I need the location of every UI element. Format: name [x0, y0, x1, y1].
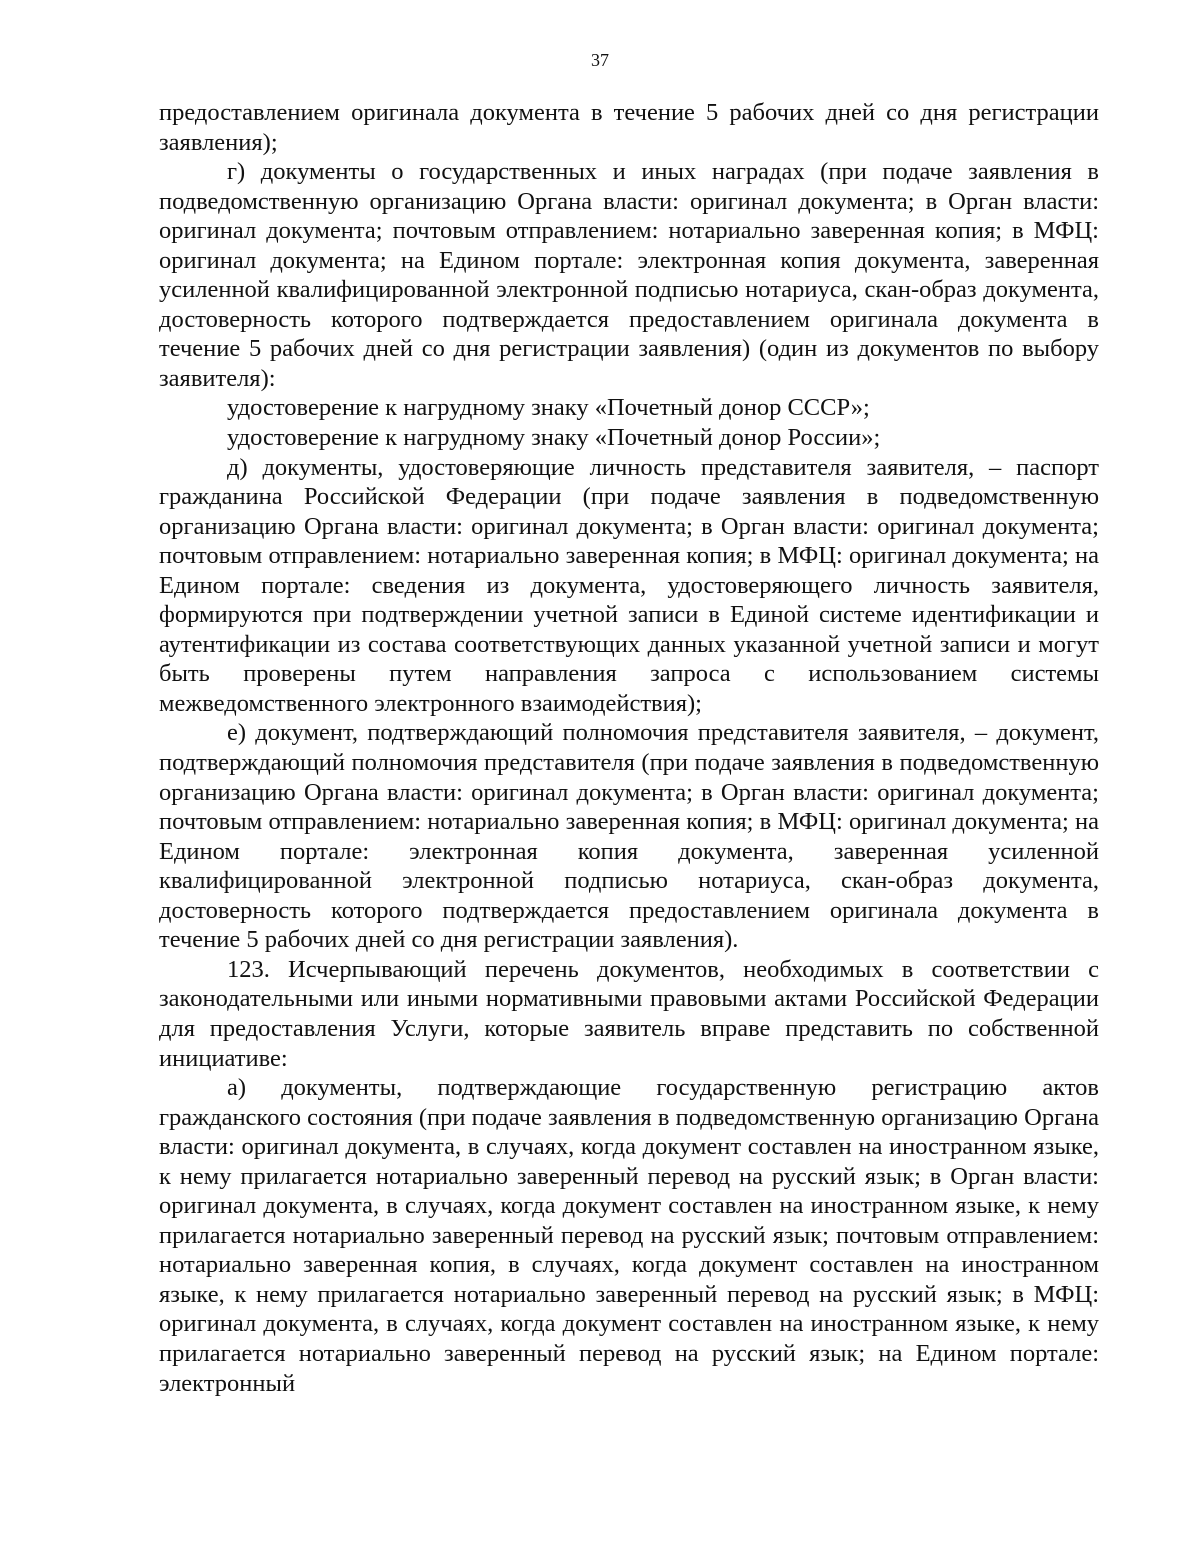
paragraph-item-a-civil-status: а) документы, подтверждающие государственную регистрацию актов гражданского состояния (при подаче заявления в подведомственную организацию Органа власти: оригинал документа, в случаях, когда документ составлен на иностранном языке, к нему прилагается нотариально заверенный перевод на русский язык; в Орган власти: оригинал документа, в случаях, когда документ составлен на иностранном языке, к нему прилагается нотариально заверенный перевод на русский язык; почтовым отправлением: нотариально заверенная копия, в случаях, когда документ составлен на иностранном языке, к нему прилагается нотариально заверенный перевод на русский язык; в МФЦ: оригинал документа, в случаях, когда документ составлен на иностранном языке, к нему прилагается нотариально заверенный перевод на русский язык; на Едином портале: электронный — [159, 1074, 1099, 1397]
paragraph-item-d-identity: д) документы, удостоверяющие личность представителя заявителя, – паспорт гражданина Российской Федерации (при подаче заявления в подведомственную организацию Органа власти: оригинал документа; в Орган власти: оригинал документа; почтовым отправлением: нотариально заверенная копия; в МФЦ: оригинал документа; на Едином портале: сведения из документа, удостоверяющего личность заявителя, формируются при подтверждении учетной записи в Единой системе идентификации и аутентификации из состава соответствующих данных указанной учетной записи и могут быть проверены путем направления запроса с использованием системы межведомственного электронного взаимодействия); — [159, 453, 1099, 717]
paragraph-item-e-authority: е) документ, подтверждающий полномочия представителя заявителя, – документ, подтверждающий полномочия представителя (при подаче заявления в подведомственную организацию Органа власти: оригинал документа; в Орган власти: оригинал документа; почтовым отправлением: нотариально заверенная копия; в МФЦ: оригинал документа; на Едином портале: электронная копия документа, заверенная усиленной квалифицированной электронной подписью нотариуса, скан-образ документа, достоверность которого подтверждается предоставлением оригинала документа в течение 5 рабочих дней со дня регистрации заявления). — [159, 719, 1099, 954]
paragraph-item-g-awards: г) документы о государственных и иных наградах (при подаче заявления в подведомственную организацию Органа власти: оригинал документа; в Орган власти: оригинал документа; почтовым отправлением: нотариально заверенная копия; в МФЦ: оригинал документа; на Едином портале: электронная копия документа, заверенная усиленной квалифицированной электронной подписью нотариуса, скан-образ документа, достоверность которого подтверждается предоставлением оригинала документа в течение 5 рабочих дней со дня регистрации заявления) (один из документов по выбору заявителя): — [159, 158, 1099, 392]
page-number: 37 — [591, 50, 609, 70]
document-body — [159, 98, 1099, 1398]
paragraph-clause-123: 123. Исчерпывающий перечень документов, необходимых в соответствии с законодательными или иными нормативными правовыми актами Российской Федерации для предоставления Услуги, которые заявитель вправе представить по собственной инициативе: — [159, 955, 1099, 1072]
paragraph-continuation: предоставлением оригинала документа в течение 5 рабочих дней со дня регистрации заявления); — [159, 99, 1099, 156]
list-item-donor-ussr: удостоверение к нагрудному знаку «Почетный донор СССР»; — [227, 394, 870, 422]
list-item-donor-russia: удостоверение к нагрудному знаку «Почетный донор России»; — [227, 424, 881, 452]
